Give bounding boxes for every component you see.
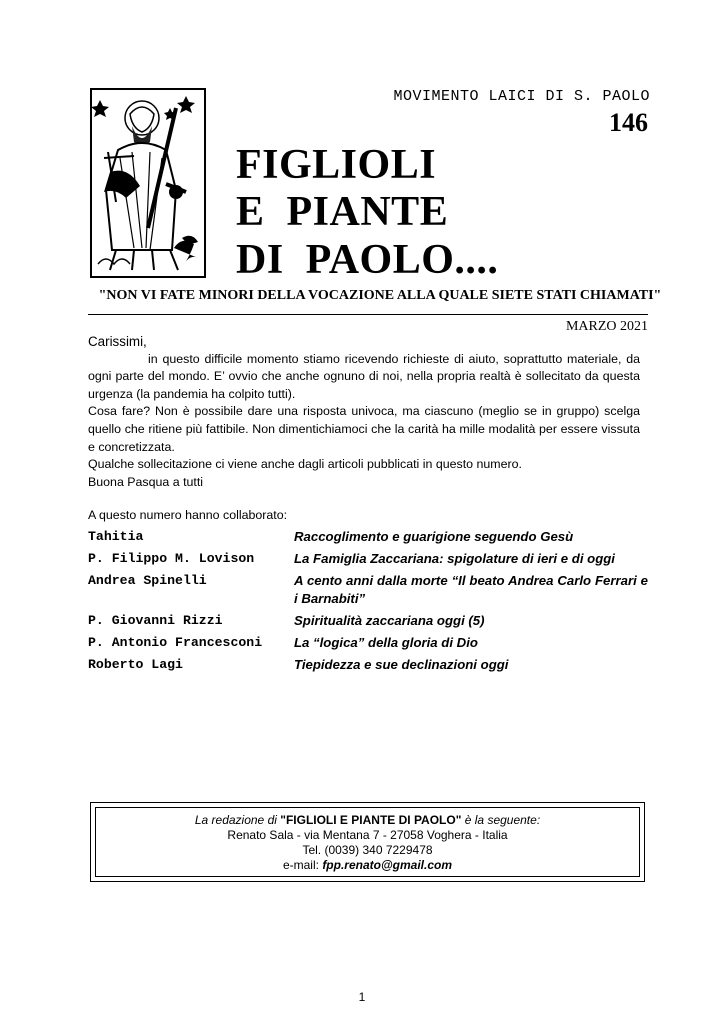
- contributor-author: P. Filippo M. Lovison: [88, 551, 255, 566]
- contributor-article: Spiritualità zaccariana oggi (5): [294, 613, 485, 628]
- contributor-row: [88, 612, 648, 630]
- editorial-phone: Tel. (0039) 340 7229478: [302, 843, 433, 857]
- contributor-row: [88, 550, 648, 568]
- contributor-row: [88, 634, 648, 652]
- letter-paragraph-2: Cosa fare? Non è possibile dare una risposta univoca, ma ciascuno (meglio se in gruppo) scelga quello che ritiene più fattibile. Non dimentichiamoci che la carità ha mille modalità per essere vissuta e concretizzata.: [88, 404, 640, 454]
- title-line-2: E PIANTE: [236, 189, 449, 235]
- letter-paragraph-3: Qualche sollecitazione ci viene anche dagli articoli pubblicati in questo numero.: [88, 457, 522, 472]
- editorial-email-line: [91, 858, 644, 873]
- editorial-lead: [91, 813, 644, 828]
- contributor-row: [88, 528, 648, 546]
- letter-greeting: Carissimi,: [88, 334, 147, 349]
- header-divider: [88, 314, 648, 315]
- title-line-1: FIGLIOLI: [236, 142, 437, 188]
- contributor-author: Tahitia: [88, 529, 144, 544]
- issue-date: MARZO 2021: [565, 319, 648, 334]
- issue-number: 146: [609, 108, 648, 137]
- organization-name: MOVIMENTO LAICI DI S. PAOLO: [393, 88, 650, 105]
- title-line-3: DI PAOLO....: [236, 237, 499, 283]
- editorial-address: Renato Sala - via Mentana 7 - 27058 Voghera - Italia: [227, 828, 508, 842]
- contributor-row: [88, 656, 648, 674]
- contributor-author: Andrea Spinelli: [88, 573, 207, 588]
- editorial-box: [90, 802, 645, 882]
- letter-body: [88, 333, 640, 491]
- contributor-article: La Famiglia Zaccariana: spigolature di ieri e di oggi: [294, 551, 615, 566]
- letter-closing: Buona Pasqua a tutti: [88, 474, 204, 489]
- motto: "NON VI FATE MINORI DELLA VOCAZIONE ALLA QUALE SIETE STATI CHIAMATI": [98, 288, 662, 303]
- editorial-email-label: e-mail:: [282, 858, 323, 872]
- contributor-author: P. Antonio Francesconi: [88, 635, 263, 650]
- page-number: 1: [358, 990, 366, 1004]
- editorial-lead-after: è la seguente:: [461, 813, 541, 827]
- contributor-article: Raccoglimento e guarigione seguendo Gesù: [294, 529, 574, 544]
- saint-paul-woodcut: [90, 88, 206, 278]
- contributor-article: Tiepidezza e sue declinazioni oggi: [294, 657, 509, 672]
- editorial-lead-before: La redazione di: [194, 813, 281, 827]
- contributors-heading: A questo numero hanno collaborato:: [88, 508, 288, 522]
- contributor-author: Roberto Lagi: [88, 657, 183, 672]
- contributors-list: [88, 528, 648, 678]
- letter-paragraph-1: in questo difficile momento stiamo ricevendo richieste di aiuto, soprattutto materiale, da ogni parte del mondo. E’ ovvio che anche ognuno di noi, nella propria realtà è sollecitato da questa urgenza (la pandemia ha colpito tutti).: [88, 351, 640, 401]
- editorial-publication-name: "FIGLIOLI E PIANTE DI PAOLO": [280, 813, 462, 827]
- editorial-text: [91, 813, 644, 873]
- editorial-email-link[interactable]: fpp.renato@gmail.com: [322, 858, 453, 872]
- contributor-row: [88, 572, 648, 608]
- contributor-author: P. Giovanni Rizzi: [88, 613, 223, 628]
- contributor-article: La “logica” della gloria di Dio: [294, 635, 478, 650]
- contributor-article: A cento anni dalla morte “Il beato Andrea Carlo Ferrari e i Barnabiti”: [294, 573, 648, 606]
